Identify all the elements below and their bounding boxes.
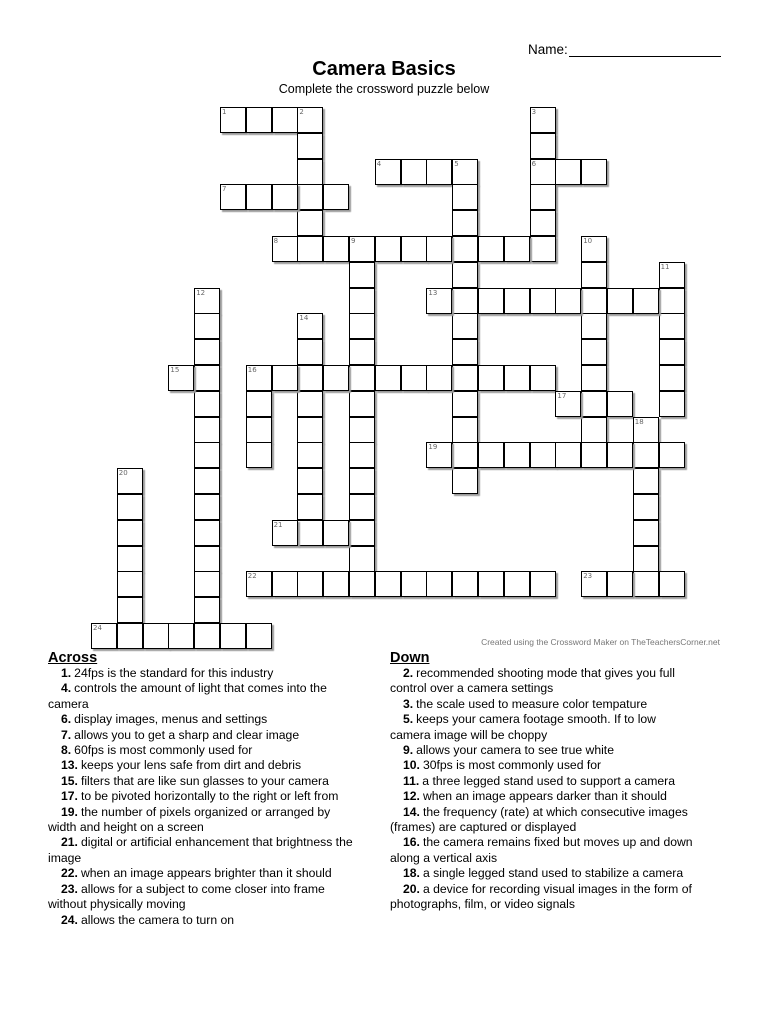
clue-number-label: 4 — [376, 159, 382, 168]
down-clue — [390, 851, 728, 866]
across-clue — [48, 774, 384, 789]
clue-number: 21. — [61, 835, 78, 850]
clue-number-label: 10 — [583, 237, 593, 245]
clue-number: 19. — [61, 804, 78, 819]
clue-text: allows you to get a sharp and clear image — [74, 727, 300, 742]
clue-number-label: 19 — [428, 443, 438, 452]
crossword-cell[interactable] — [504, 236, 530, 262]
credit-text: Created using the Crossword Maker on TheTeachersCorner.net — [481, 637, 720, 647]
crossword-cell[interactable] — [452, 468, 478, 494]
clue-number-label: 23 — [583, 572, 593, 581]
crossword-cell[interactable] — [349, 442, 375, 468]
crossword-cell[interactable] — [117, 520, 143, 546]
crossword-cell[interactable] — [194, 571, 220, 597]
crossword-cell[interactable] — [194, 494, 220, 520]
clue-text: 60fps is most commonly used for — [74, 743, 253, 758]
crossword-cell[interactable] — [581, 365, 607, 391]
clue-number-label: 22 — [247, 572, 257, 581]
crossword-cell[interactable] — [349, 339, 375, 365]
down-clues — [390, 650, 728, 913]
across-clue — [48, 697, 384, 712]
clue-number-label: 11 — [660, 262, 670, 271]
down-clue — [390, 835, 728, 850]
crossword-cell[interactable] — [555, 159, 581, 185]
crossword-cell[interactable] — [478, 236, 504, 262]
clue-text: the scale used to measure color tempature — [416, 696, 648, 711]
crossword-cell[interactable] — [349, 417, 375, 443]
crossword-cell[interactable] — [194, 546, 220, 572]
crossword-cell[interactable] — [581, 262, 607, 288]
crossword-cell[interactable] — [297, 442, 323, 468]
clue-number-label: 13 — [428, 288, 438, 297]
crossword-cell[interactable] — [504, 365, 530, 391]
clue-text: the frequency (rate) at which consecutive images — [422, 804, 688, 819]
page-subtitle: Complete the crossword puzzle below — [278, 82, 490, 96]
crossword-cell[interactable] — [530, 210, 556, 236]
clue-text: allows your camera to see true white — [416, 743, 614, 758]
crossword-cell[interactable] — [659, 391, 685, 417]
crossword-cell[interactable] — [452, 571, 478, 597]
down-list — [390, 666, 728, 913]
crossword-cell[interactable] — [633, 494, 659, 520]
clue-text: when an image appears brighter than it should — [80, 866, 332, 881]
across-clue — [48, 758, 384, 773]
clue-text: when an image appears darker than it should — [422, 789, 667, 804]
clue-text: keeps your camera footage smooth. If to low — [416, 712, 656, 727]
across-clue — [48, 728, 384, 743]
crossword-cell[interactable] — [530, 184, 556, 210]
clue-text: image — [48, 850, 82, 865]
across-clue — [48, 851, 384, 866]
clue-number: 18. — [403, 866, 420, 881]
across-clue — [48, 897, 384, 912]
crossword-cell[interactable] — [194, 468, 220, 494]
crossword-cell[interactable] — [452, 236, 478, 262]
crossword-cell[interactable] — [272, 571, 298, 597]
crossword-cell[interactable] — [297, 417, 323, 443]
down-clue — [390, 820, 728, 835]
clue-text: recommended shooting mode that gives you full — [416, 666, 675, 680]
crossword-cell[interactable] — [401, 236, 427, 262]
crossword-cell[interactable] — [246, 417, 272, 443]
clue-number-label: 17 — [557, 391, 567, 400]
clue-number-label: 8 — [273, 237, 279, 245]
crossword-cell[interactable] — [659, 571, 685, 597]
clue-number: 6. — [61, 712, 72, 727]
clue-text: width and height on a screen — [48, 820, 204, 835]
clue-number: 23. — [61, 881, 78, 896]
down-clue — [390, 774, 728, 789]
crossword-cell[interactable] — [659, 288, 685, 314]
clue-text: digital or artificial enhancement that brightness the — [80, 835, 353, 850]
clue-text: control over a camera settings — [390, 681, 554, 696]
crossword-cell[interactable] — [426, 365, 452, 391]
clue-text: a device for recording visual images in the form of — [422, 881, 692, 896]
crossword-cell[interactable] — [117, 571, 143, 597]
crossword-cell[interactable] — [349, 313, 375, 339]
crossword-cell[interactable] — [504, 288, 530, 314]
crossword-cell[interactable] — [530, 365, 556, 391]
crossword-cell[interactable] — [349, 571, 375, 597]
crossword-cell[interactable] — [297, 339, 323, 365]
crossword-cell[interactable] — [478, 365, 504, 391]
across-clues — [48, 650, 384, 928]
crossword-cell[interactable] — [633, 288, 659, 314]
crossword-cell[interactable] — [452, 210, 478, 236]
down-clue — [390, 758, 728, 773]
clue-text: a three legged stand used to support a camera — [422, 773, 675, 788]
crossword-cell[interactable] — [246, 623, 272, 649]
crossword-cell[interactable] — [349, 546, 375, 572]
crossword-cell[interactable] — [194, 365, 220, 391]
crossword-cell[interactable] — [194, 442, 220, 468]
crossword-cell[interactable] — [555, 288, 581, 314]
clue-number: 12. — [403, 789, 420, 804]
crossword-cell[interactable] — [168, 623, 194, 649]
crossword-cell[interactable] — [452, 339, 478, 365]
clue-number: 13. — [61, 758, 78, 773]
down-clue — [390, 743, 728, 758]
crossword-cell[interactable] — [452, 184, 478, 210]
crossword-cell[interactable] — [297, 159, 323, 185]
down-clue — [390, 681, 728, 696]
crossword-cell[interactable] — [659, 365, 685, 391]
crossword-cell[interactable] — [297, 365, 323, 391]
crossword-cell[interactable] — [478, 288, 504, 314]
clue-number-label: 9 — [351, 237, 356, 245]
down-clue — [390, 728, 728, 743]
clue-number: 22. — [61, 866, 78, 881]
clue-text: camera — [48, 696, 89, 711]
clue-number: 20. — [403, 881, 420, 896]
crossword-cell[interactable] — [117, 494, 143, 520]
across-clue — [48, 820, 384, 835]
crossword-cell[interactable] — [530, 133, 556, 159]
clue-number-label: 24 — [93, 624, 102, 632]
across-heading: Across — [48, 650, 98, 666]
across-clue — [48, 866, 384, 881]
crossword-cell[interactable] — [323, 236, 349, 262]
crossword-cell[interactable] — [375, 571, 401, 597]
clue-number-label: 7 — [222, 185, 227, 194]
crossword-cell[interactable] — [117, 623, 143, 649]
crossword-cell[interactable] — [117, 597, 143, 623]
crossword-cell[interactable] — [297, 184, 323, 210]
clue-number-label: 5 — [454, 159, 459, 168]
clue-text: filters that are like sun glasses to your camera — [80, 773, 329, 788]
crossword-cell[interactable] — [452, 391, 478, 417]
down-heading: Down — [390, 650, 430, 666]
clue-number: 4. — [61, 681, 72, 696]
across-list — [48, 666, 384, 928]
crossword-cell[interactable] — [581, 417, 607, 443]
clue-text: camera image will be choppy — [390, 727, 548, 742]
page-title: Camera Basics — [312, 58, 456, 80]
crossword-cell[interactable] — [143, 623, 169, 649]
clue-text: 30fps is most commonly used for — [422, 758, 602, 773]
crossword-cell[interactable] — [375, 236, 401, 262]
clue-number-label: 21 — [273, 520, 283, 529]
crossword-cell[interactable] — [349, 288, 375, 314]
clue-number-label: 14 — [299, 314, 309, 323]
crossword-cell[interactable] — [659, 442, 685, 468]
clue-text: along a vertical axis — [390, 850, 498, 865]
down-clue — [390, 805, 728, 820]
crossword-cell[interactable] — [194, 417, 220, 443]
clue-number: 3. — [403, 696, 414, 711]
crossword-cell[interactable] — [297, 468, 323, 494]
across-clue — [48, 712, 384, 727]
clue-text: the camera remains fixed but moves up and down — [422, 835, 693, 850]
clue-text: (frames) are captured or displayed — [390, 820, 577, 835]
across-clue — [48, 835, 384, 850]
down-clue — [390, 666, 728, 681]
crossword-cell[interactable] — [297, 494, 323, 520]
clue-text: display images, menus and settings — [74, 712, 268, 727]
clue-number-label: 1 — [222, 108, 227, 116]
down-clue — [390, 897, 728, 912]
crossword-cell[interactable] — [633, 546, 659, 572]
clue-text: a single legged stand used to stabilize a camera — [422, 866, 684, 881]
crossword-cell[interactable] — [530, 571, 556, 597]
clue-number: 8. — [61, 743, 72, 758]
crossword-cell[interactable] — [452, 262, 478, 288]
across-clue — [48, 805, 384, 820]
crossword-cell[interactable] — [349, 365, 375, 391]
crossword-cell[interactable] — [349, 391, 375, 417]
crossword-cell[interactable] — [401, 365, 427, 391]
clue-number-label: 3 — [531, 108, 537, 116]
clue-text: the number of pixels organized or arranged by — [80, 804, 331, 819]
crossword-cell[interactable] — [530, 288, 556, 314]
crossword-cell[interactable] — [452, 442, 478, 468]
crossword-cell[interactable] — [220, 623, 246, 649]
crossword-cell[interactable] — [530, 442, 556, 468]
clue-number: 5. — [403, 712, 414, 727]
crossword-cell[interactable] — [581, 313, 607, 339]
clue-number: 15. — [61, 773, 78, 788]
across-clue — [48, 882, 384, 897]
across-clue — [48, 681, 384, 696]
crossword-cell[interactable] — [504, 442, 530, 468]
crossword-cell[interactable] — [401, 159, 427, 185]
crossword-cell[interactable] — [194, 339, 220, 365]
clue-number: 11. — [403, 773, 420, 788]
crossword-cell[interactable] — [272, 107, 298, 133]
clue-text: 24fps is the standard for this industry — [74, 666, 274, 680]
crossword-cell[interactable] — [297, 391, 323, 417]
crossword-cell[interactable] — [452, 417, 478, 443]
clue-number: 7. — [61, 727, 72, 742]
crossword-cell[interactable] — [194, 623, 220, 649]
crossword-cell[interactable] — [246, 391, 272, 417]
crossword-cell[interactable] — [607, 288, 633, 314]
crossword-cell[interactable] — [194, 597, 220, 623]
crossword-cell[interactable] — [452, 313, 478, 339]
clue-text: to be pivoted horizontally to the right or left from — [80, 789, 339, 804]
crossword-cell[interactable] — [349, 494, 375, 520]
clue-number-label: 15 — [170, 366, 180, 374]
crossword-cell[interactable] — [581, 391, 607, 417]
crossword-cell[interactable] — [607, 391, 633, 417]
crossword-cell[interactable] — [349, 262, 375, 288]
clue-number: 16. — [403, 835, 420, 850]
crossword-cell[interactable] — [607, 442, 633, 468]
crossword-cell[interactable] — [194, 520, 220, 546]
crossword-cell[interactable] — [323, 184, 349, 210]
crossword-cell[interactable] — [349, 520, 375, 546]
crossword-cell[interactable] — [401, 571, 427, 597]
clue-number: 14. — [403, 804, 420, 819]
clue-text: allows for a subject to come closer into frame — [80, 881, 325, 896]
crossword-cell[interactable] — [633, 442, 659, 468]
crossword-cell[interactable] — [246, 107, 272, 133]
crossword-cell[interactable] — [349, 468, 375, 494]
clue-number-label: 6 — [531, 159, 537, 168]
down-clue — [390, 697, 728, 712]
crossword-cell[interactable] — [426, 571, 452, 597]
across-clue — [48, 666, 384, 681]
clue-number: 1. — [61, 666, 72, 680]
clue-number: 10. — [403, 758, 420, 773]
crossword-cell[interactable] — [426, 236, 452, 262]
clue-number: 17. — [61, 789, 78, 804]
clue-number: 9. — [403, 743, 414, 758]
clue-number-label: 20 — [118, 469, 128, 478]
clue-text: allows the camera to turn on — [80, 912, 235, 927]
crossword-cell[interactable] — [272, 365, 298, 391]
crossword-cell[interactable] — [581, 288, 607, 314]
down-clue — [390, 712, 728, 727]
crossword-cell[interactable] — [194, 391, 220, 417]
crossword-cell[interactable] — [581, 159, 607, 185]
crossword-cell[interactable] — [246, 442, 272, 468]
clue-number: 2. — [403, 666, 414, 680]
crossword-cell[interactable] — [297, 133, 323, 159]
clue-number-label: 16 — [247, 366, 257, 374]
crossword-cell[interactable] — [555, 442, 581, 468]
crossword-cell[interactable] — [297, 236, 323, 262]
crossword-cell[interactable] — [581, 442, 607, 468]
crossword-cell[interactable] — [607, 571, 633, 597]
crossword-cell[interactable] — [297, 571, 323, 597]
down-clue — [390, 789, 728, 804]
crossword-cell[interactable] — [452, 365, 478, 391]
down-clue — [390, 866, 728, 881]
clue-number-label: 18 — [634, 417, 644, 426]
crossword-cell[interactable] — [323, 365, 349, 391]
crossword-cell[interactable] — [323, 571, 349, 597]
crossword-cell[interactable] — [323, 520, 349, 546]
clue-number: 24. — [61, 912, 78, 927]
down-clue — [390, 882, 728, 897]
crossword-cell[interactable] — [633, 571, 659, 597]
crossword-cell[interactable] — [194, 313, 220, 339]
crossword-cell[interactable] — [246, 184, 272, 210]
crossword-cell[interactable] — [297, 520, 323, 546]
crossword-cell[interactable] — [297, 210, 323, 236]
across-clue — [48, 789, 384, 804]
crossword-cell[interactable] — [478, 442, 504, 468]
crossword-cell[interactable] — [504, 571, 530, 597]
crossword-cell[interactable] — [117, 546, 143, 572]
crossword-cell[interactable] — [478, 571, 504, 597]
crossword-cell[interactable] — [530, 236, 556, 262]
crossword-cell[interactable] — [659, 339, 685, 365]
clue-text: without physically moving — [48, 897, 186, 912]
name-label: Name: — [528, 42, 568, 57]
crossword-cell[interactable] — [452, 288, 478, 314]
clue-number-label: 12 — [196, 288, 206, 297]
crossword-cell[interactable] — [426, 159, 452, 185]
crossword-cell[interactable] — [272, 184, 298, 210]
clue-text: controls the amount of light that comes into the — [74, 681, 327, 696]
across-clue — [48, 913, 384, 928]
clue-text: photographs, film, or video signals — [390, 897, 575, 912]
crossword-cell[interactable] — [581, 339, 607, 365]
crossword-cell[interactable] — [375, 365, 401, 391]
crossword-cell[interactable] — [633, 520, 659, 546]
clue-text: keeps your lens safe from dirt and debris — [80, 758, 302, 773]
crossword-cell[interactable] — [633, 468, 659, 494]
clue-number-label: 2 — [299, 108, 304, 116]
crossword-cell[interactable] — [659, 313, 685, 339]
across-clue — [48, 743, 384, 758]
